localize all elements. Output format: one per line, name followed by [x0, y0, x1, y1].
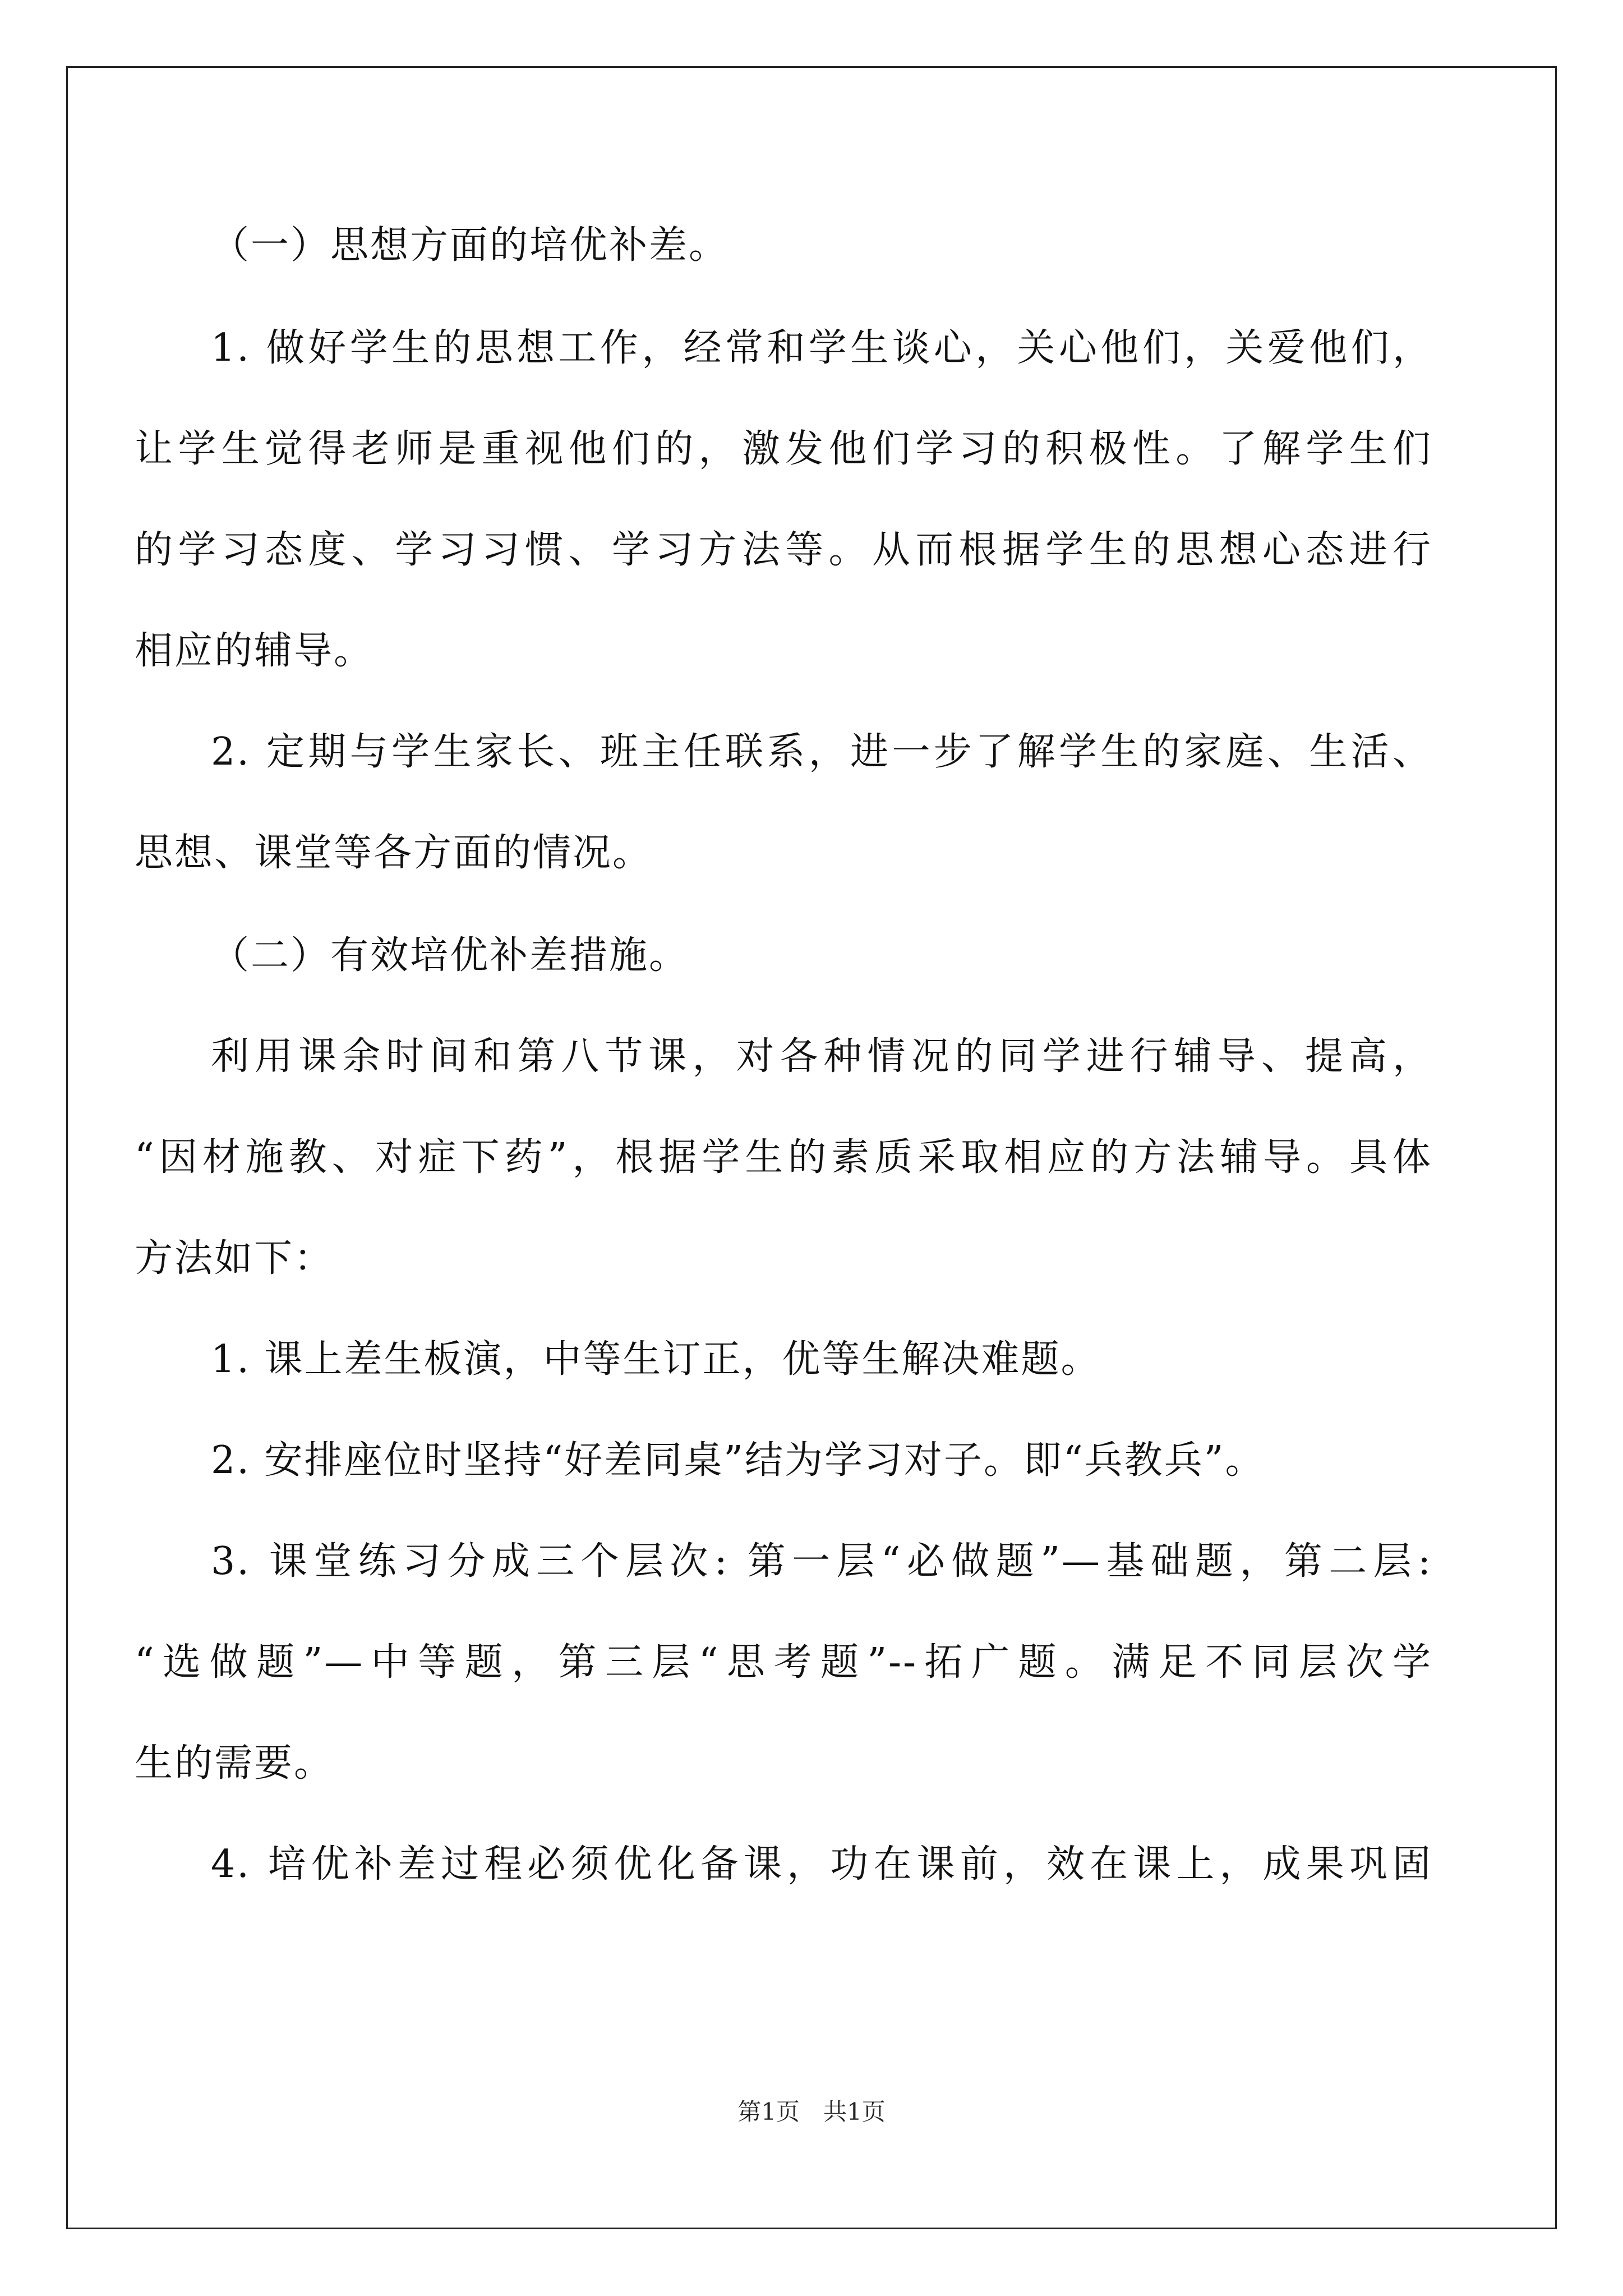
list-item: 3. 课堂练习分成三个层次: 第一层“必做题”—基础题，第二层: [211, 1539, 1432, 1584]
list-item: 1. 课上差生板演，中等生订正，优等生解决难题。 [211, 1337, 1101, 1382]
paragraph-line: 利用课余时间和第八节课，对各种情况的同学进行辅导、提高， [211, 1034, 1432, 1079]
section-heading-2: （二）有效培优补差措施。 [211, 933, 689, 978]
paragraph-line: 1. 做好学生的思想工作，经常和学生谈心，关心他们，关爱他们， [211, 326, 1432, 370]
paragraph-line: 方法如下： [135, 1236, 334, 1281]
section-heading-1: （一）思想方面的培优补差。 [211, 223, 729, 268]
page-number-footer: 第1页 共1页 [737, 2098, 886, 2125]
list-item: 4. 培优补差过程必须优化备课，功在课前，效在课上，成果巩固 [211, 1842, 1432, 1887]
paragraph-line: 思想、课堂等各方面的情况。 [135, 831, 653, 875]
paragraph-line: “因材施教、对症下药”，根据学生的素质采取相应的方法辅导。具体 [135, 1135, 1432, 1180]
paragraph-line: 让学生觉得老师是重视他们的，激发他们学习的积极性。了解学生们 [135, 427, 1432, 471]
paragraph-line: 2. 定期与学生家长、班主任联系，进一步了解学生的家庭、生活、 [211, 730, 1432, 774]
list-item: 2. 安排座位时坚持“好差同桌”结为学习对子。即“兵教兵”。 [211, 1438, 1265, 1483]
paragraph-line: 生的需要。 [135, 1741, 334, 1786]
paragraph-line: 的学习态度、学习习惯、学习方法等。从而根据学生的思想心态进行 [135, 528, 1432, 572]
paragraph-line: 相应的辅导。 [135, 629, 374, 673]
paragraph-line: “选做题”—中等题，第三层“思考题”--拓广题。满足不同层次学 [135, 1640, 1432, 1685]
